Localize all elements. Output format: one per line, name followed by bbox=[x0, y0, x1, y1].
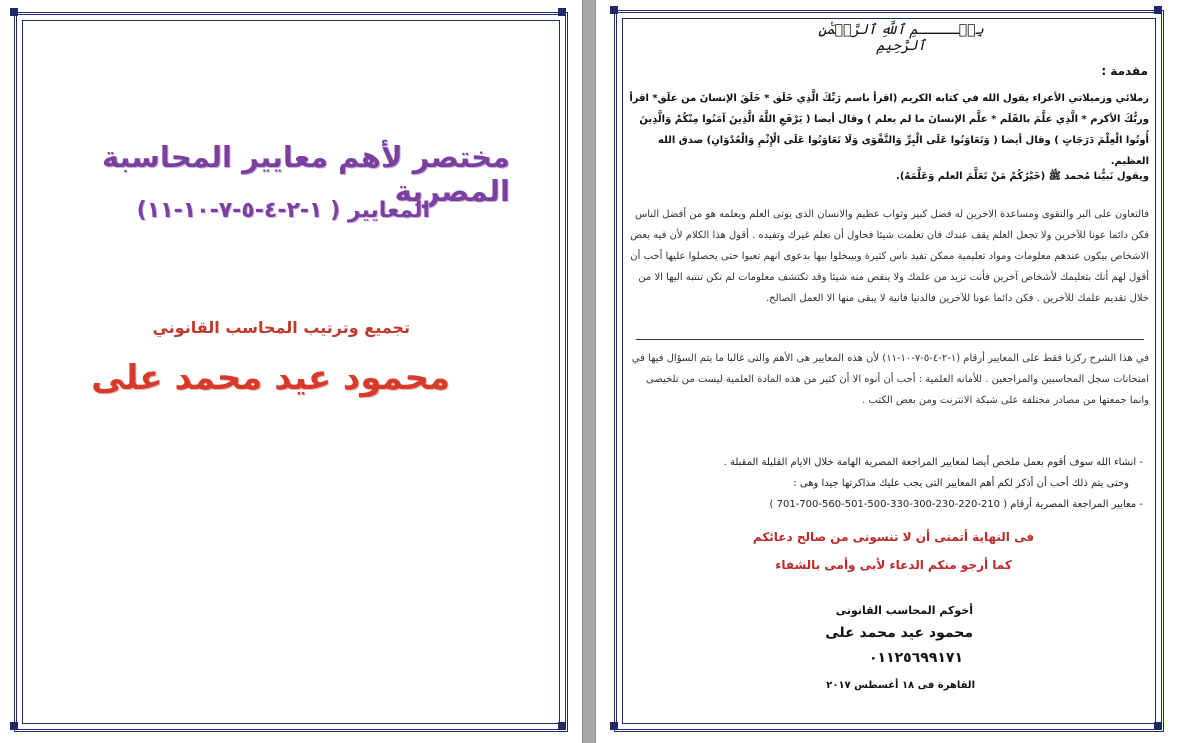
cover-title: مختصر لأهم معايير المحاسبة المصرية bbox=[101, 140, 510, 208]
quran-paragraph: زملائي وزميلاتي الأعزاء يقول الله في كتابه الكريم (اقرأ باسم رَبِّكَ الَّذِي خَلَق * خَلَقَ الإنسانَ من علَق* اقرأ وربُّكَ الأكرم * الَّذِي علَّمَ بالقَلَم * علَّم الإنسانَ ما لم يعلم ) وقال أيضا ( يَرْفَعِ اللَّهُ الَّذِينَ آمَنُوا مِنْكُمْ وَالَّذِينَ أُوتُوا الْعِلْمَ دَرَجَاتٍ ) وقال أيضا ( وَتَعَاوَنُوا عَلَى الْبِرِّ وَالتَّقْوَى وَلَا تَعَاوَنُوا عَلَى الْإِثْمِ وَالْعُدْوَانِ) صدق الله العظيم. bbox=[629, 93, 1149, 167]
corner-ornament-icon bbox=[610, 6, 618, 14]
scope-paragraph: في هذا الشرح ركزنا فقط على المعايير أرقام (١-٢-٤-٥-٧-١٠-١١) لأن هذه المعايير هى الأهم والتى غالبا ما يتم السؤال فيها في امتحانات سجل المحاسبين والمراجعين . للأمانه العلمية : أحب أن أنوه الا أن كثير من هذه المادة العلمية ليست من تلخيصى وانما جمعتها من مصادر مختلفة على شبكة الانترنت ومن بعض الكتب . bbox=[631, 353, 1149, 406]
corner-ornament-icon bbox=[558, 722, 566, 730]
signature-name: محمود عيد محمد على bbox=[825, 625, 973, 641]
corner-ornament-icon bbox=[1154, 6, 1162, 14]
closing-line-1: فى النهاية أتمنى أن لا تنسونى من صالح دعائكم bbox=[752, 530, 1035, 544]
list-item: - انشاء الله سوف أقوم بعمل ملخص أيضا لمعايير المراجعة المصرية الهامة خلال الايام القليلة المقبلة . bbox=[723, 457, 1143, 468]
intro-page bbox=[596, 0, 1183, 743]
signature-phone: ٠١١٢٥٦٩٩١٧١ bbox=[869, 650, 963, 666]
cover-page bbox=[0, 0, 582, 743]
corner-ornament-icon bbox=[10, 8, 18, 16]
cover-author-name: محمود عيد محمد على bbox=[91, 358, 450, 398]
list-note: وحتى يتم ذلك أحب أن أذكر لكم أهم المعايير التى يجب عليك مذاكرتها جيدا وهى : bbox=[793, 478, 1129, 489]
upcoming-standards-list bbox=[643, 452, 1143, 515]
corner-ornament-icon bbox=[1154, 722, 1162, 730]
cover-subtitle: المعايير ( ١-٢-٤-٥-٧-١٠-١١) bbox=[136, 198, 430, 223]
cooperation-paragraph: فالتعاون على البر والتقوى ومساعدة الاخرين له فضل كبير وثواب عظيم والانسان الذى يوتى العلم ويعلمه هو من أفضل الناس فكن دائما عونا للآخرين ولا تجعل العلم يقف عندك فان تعلمت شيئا فحاول أن تعلم غيرك وتفيده . أقول هذا الكلام لأن فيه بعض الاشخاص بيكون عندهم معلومات ومواد تعليمية ممكن تفيد ناس كثيرة وبيبخلوا بيها بدعوى انهم تعبوا حتى يحصلوا عليها أحب أن أقول لهم أنك بتعليمك لأشخاص آخرين فأنت تزيد من علمك ولا ينقص منه شيئا وقد تكتشف معلومات لم تكن تنتبه اليها الا من خلال تقديم علمك للآخرين . فكن دائما عونا للآخرين فالدنيا فانية لا يبقى منها الا العمل الصالح. bbox=[630, 209, 1149, 304]
hadith-paragraph: ويقول نَبيُّنا مُحمد ﷺ (خَيْرُكُمْ مَنْ تَعَلَّمَ العلم وَعَلَّمَهُ). bbox=[896, 171, 1149, 182]
corner-ornament-icon bbox=[10, 722, 18, 730]
closing-line-2: كما أرجو منكم الدعاء لأبى وأمى بالشفاء bbox=[775, 558, 1012, 572]
signature-title: أخوكم المحاسب القانونى bbox=[835, 604, 973, 617]
compiled-by-label: تجميع وترتيب المحاسب القانوني bbox=[152, 318, 410, 337]
corner-ornament-icon bbox=[558, 8, 566, 16]
signature-date: القاهرة فى ١٨ أغسطس ٢٠١٧ bbox=[826, 680, 975, 691]
basmala-calligraphy: بِسۡـــــمِ ٱللَّهِ ٱلرَّحۡمَٰنِ ٱلرَّحِيمِ bbox=[818, 22, 984, 54]
list-item: - معايير المراجعة المصرية أرقام ( 210-220-230-300-330-500-501-560-700-701 ) bbox=[769, 499, 1143, 510]
corner-ornament-icon bbox=[610, 722, 618, 730]
intro-heading: مقدمة : bbox=[1101, 64, 1148, 78]
section-divider bbox=[636, 339, 1144, 340]
